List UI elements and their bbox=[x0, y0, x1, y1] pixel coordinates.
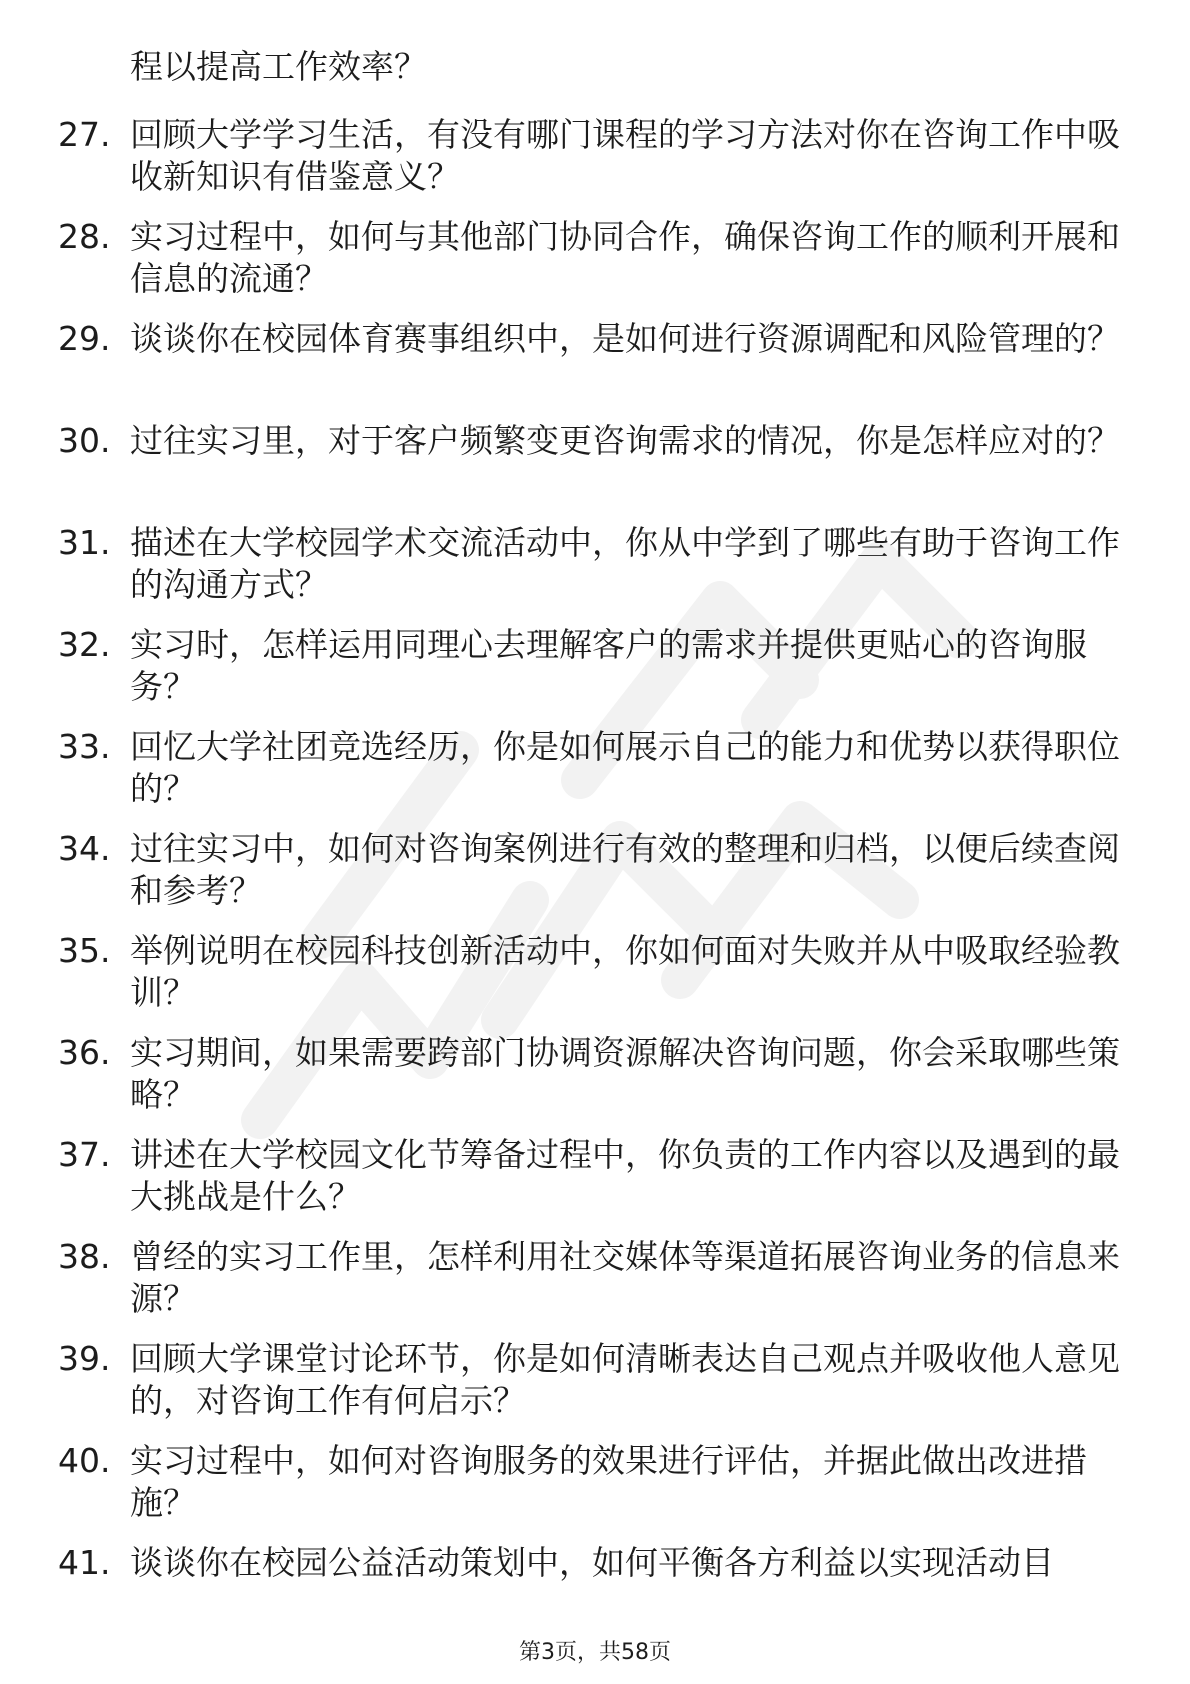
question-number: 37. bbox=[58, 1135, 111, 1174]
question-text: 过往实习里，对于客户频繁变更咨询需求的情况，你是怎样应对的？ bbox=[130, 421, 1120, 460]
question-text: 谈谈你在校园体育赛事组织中，是如何进行资源调配和风险管理的？ bbox=[130, 319, 1120, 358]
question-item bbox=[0, 318, 1190, 420]
question-item bbox=[0, 1032, 1190, 1134]
question-text: 谈谈你在校园公益活动策划中，如何平衡各方利益以实现活动目 bbox=[130, 1543, 1054, 1582]
question-text: 回顾大学学习生活，有没有哪门课程的学习方法对你在咨询工作中吸收新知识有借鉴意义？ bbox=[130, 115, 1120, 196]
question-text: 描述在大学校园学术交流活动中，你从中学到了哪些有助于咨询工作的沟通方式？ bbox=[130, 523, 1120, 604]
question-text: 曾经的实习工作里，怎样利用社交媒体等渠道拓展咨询业务的信息来源？ bbox=[130, 1237, 1120, 1318]
question-item bbox=[0, 1236, 1190, 1338]
question-number: 34. bbox=[58, 829, 111, 868]
continued-question-text: 程以提高工作效率？ bbox=[130, 47, 427, 86]
question-text: 过往实习中，如何对咨询案例进行有效的整理和归档，以便后续查阅和参考？ bbox=[130, 829, 1120, 910]
question-number: 35. bbox=[58, 931, 111, 970]
question-text: 回顾大学课堂讨论环节，你是如何清晰表达自己观点并吸收他人意见的，对咨询工作有何启示？ bbox=[130, 1339, 1120, 1420]
question-text: 回忆大学社团竞选经历，你是如何展示自己的能力和优势以获得职位的？ bbox=[130, 727, 1120, 808]
question-number: 41. bbox=[58, 1543, 111, 1582]
question-item bbox=[0, 726, 1190, 828]
question-text: 举例说明在校园科技创新活动中，你如何面对失败并从中吸取经验教训？ bbox=[130, 931, 1120, 1012]
question-item bbox=[0, 420, 1190, 522]
question-number: 27. bbox=[58, 115, 111, 154]
page-footer: 第3页，共58页 bbox=[519, 1640, 671, 1665]
question-item bbox=[0, 930, 1190, 1032]
question-list bbox=[0, 114, 1190, 1644]
question-number: 40. bbox=[58, 1441, 111, 1480]
question-text: 实习时，怎样运用同理心去理解客户的需求并提供更贴心的咨询服务？ bbox=[130, 625, 1087, 706]
question-number: 36. bbox=[58, 1033, 111, 1072]
question-item bbox=[0, 624, 1190, 726]
question-number: 32. bbox=[58, 625, 111, 664]
question-text: 实习期间，如果需要跨部门协调资源解决咨询问题，你会采取哪些策略？ bbox=[130, 1033, 1120, 1114]
question-text: 实习过程中，如何与其他部门协同合作，确保咨询工作的顺利开展和信息的流通？ bbox=[130, 217, 1120, 298]
question-number: 29. bbox=[58, 319, 111, 358]
question-item bbox=[0, 1440, 1190, 1542]
question-item bbox=[0, 1134, 1190, 1236]
question-text: 实习过程中，如何对咨询服务的效果进行评估，并据此做出改进措施？ bbox=[130, 1441, 1087, 1522]
question-item bbox=[0, 216, 1190, 318]
question-item bbox=[0, 1542, 1190, 1644]
question-text: 讲述在大学校园文化节筹备过程中，你负责的工作内容以及遇到的最大挑战是什么？ bbox=[130, 1135, 1120, 1216]
question-item bbox=[0, 114, 1190, 216]
question-number: 38. bbox=[58, 1237, 111, 1276]
question-item bbox=[0, 1338, 1190, 1440]
question-item bbox=[0, 828, 1190, 930]
question-number: 39. bbox=[58, 1339, 111, 1378]
question-number: 28. bbox=[58, 217, 111, 256]
question-number: 30. bbox=[58, 421, 111, 460]
question-number: 33. bbox=[58, 727, 111, 766]
question-number: 31. bbox=[58, 523, 111, 562]
question-item bbox=[0, 522, 1190, 624]
